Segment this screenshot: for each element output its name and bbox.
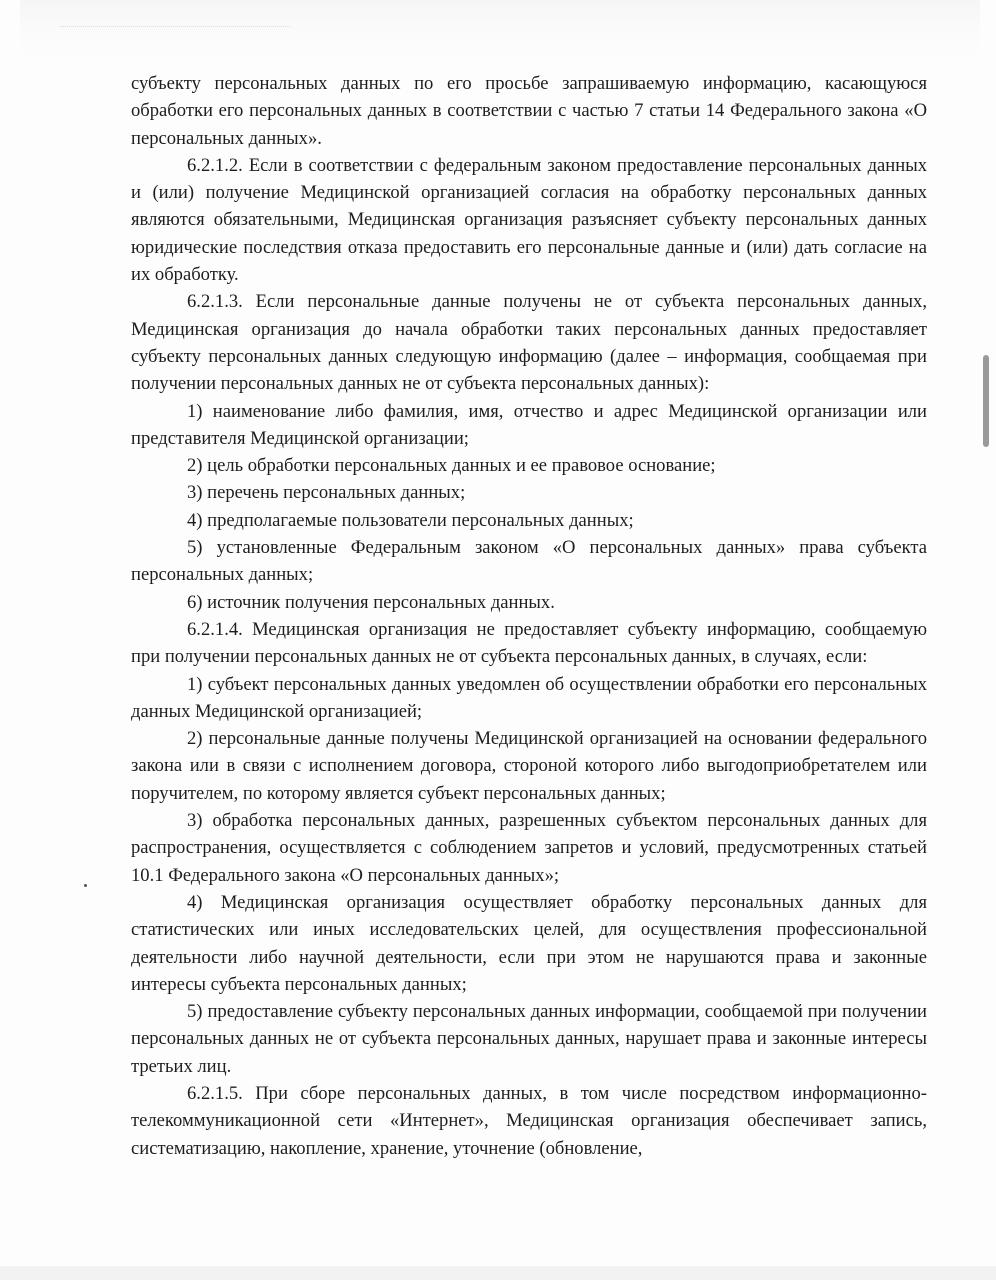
list-item-5: 5) установленные Федеральным законом «О персональных данных» права субъекта персональных данных; bbox=[131, 537, 927, 586]
scrollbar-thumb[interactable] bbox=[983, 355, 989, 447]
scan-smudge bbox=[60, 26, 290, 35]
list-item-6: 6) источник получения персональных данных. bbox=[187, 591, 555, 613]
paragraph-6-2-1-4: 6.2.1.4. Медицинская организация не предоставляет субъекту информацию, сообщаемую при получении персональных данных не от субъекта персональных данных, в случаях, если: bbox=[131, 618, 927, 668]
list-item-2: 2) цель обработки персональных данных и ее правовое основание; bbox=[187, 455, 716, 477]
list-item-4: 4) предполагаемые пользователи персональных данных; bbox=[187, 509, 634, 531]
document-body bbox=[131, 70, 927, 1162]
exception-item-1: 1) субъект персональных данных уведомлен об осуществлении обработки его персональных данных Медицинской организацией; bbox=[131, 673, 927, 722]
paragraph-6-2-1-2: 6.2.1.2. Если в соответствии с федеральным законом предоставление персональных данных и (или) получение Медицинской организацией согласия на обработку персональных данных являются обязательными, Медицинская организация разъясняет субъекту персональных данных юридические последствия отказа предоставить его персональные данные и (или) дать согласие на их обработку. bbox=[131, 154, 927, 286]
list-item-3: 3) перечень персональных данных; bbox=[187, 482, 466, 504]
paragraph-continuation: субъекту персональных данных по его просьбе запрашиваемую информацию, касающуюся обработки его персональных данных в соответствии с частью 7 статьи 14 Федерального закона «О персональных данных». bbox=[131, 73, 927, 149]
page-bottom-edge bbox=[0, 1266, 996, 1280]
exception-item-5: 5) предоставление субъекту персональных данных информации, сообщаемой при получении персональных данных не от субъекта персональных данных, нарушает права и законные интересы третьих лиц. bbox=[131, 1001, 927, 1077]
exception-item-3: 3) обработка персональных данных, разрешенных субъектом персональных данных для распространения, осуществляется с соблюдением запретов и условий, предусмотренных статьей 10.1 Федерального закона «О персональных данных»; bbox=[131, 810, 927, 886]
scan-dot-mark bbox=[84, 884, 87, 887]
exception-item-4: 4) Медицинская организация осуществляет обработку персональных данных для статистических или иных исследовательских целей, для осуществления профессиональной деятельности либо научной деятельности, если при этом не нарушаются права и законные интересы субъекта персональных данных; bbox=[131, 891, 927, 995]
exception-item-2: 2) персональные данные получены Медицинской организацией на основании федерального закона или в связи с исполнением договора, стороной которого либо выгодоприобретателем или поручителем, по которому является субъект персональных данных; bbox=[131, 728, 927, 804]
list-item-1: 1) наименование либо фамилия, имя, отчество и адрес Медицинской организации или представителя Медицинской организации; bbox=[131, 400, 927, 449]
paragraph-6-2-1-5: 6.2.1.5. При сборе персональных данных, в том числе посредством информационно-телекоммуникационной сети «Интернет», Медицинская организация обеспечивает запись, систематизацию, накопление, хранение, уточнение (обновление, bbox=[131, 1082, 927, 1159]
paragraph-6-2-1-3: 6.2.1.3. Если персональные данные получены не от субъекта персональных данных, Медицинская организация до начала обработки таких персональных данных предоставляет субъекту персональных данных следующую информацию (далее – информация, сообщаемая при получении персональных данных не от субъекта персональных данных): bbox=[131, 291, 927, 395]
